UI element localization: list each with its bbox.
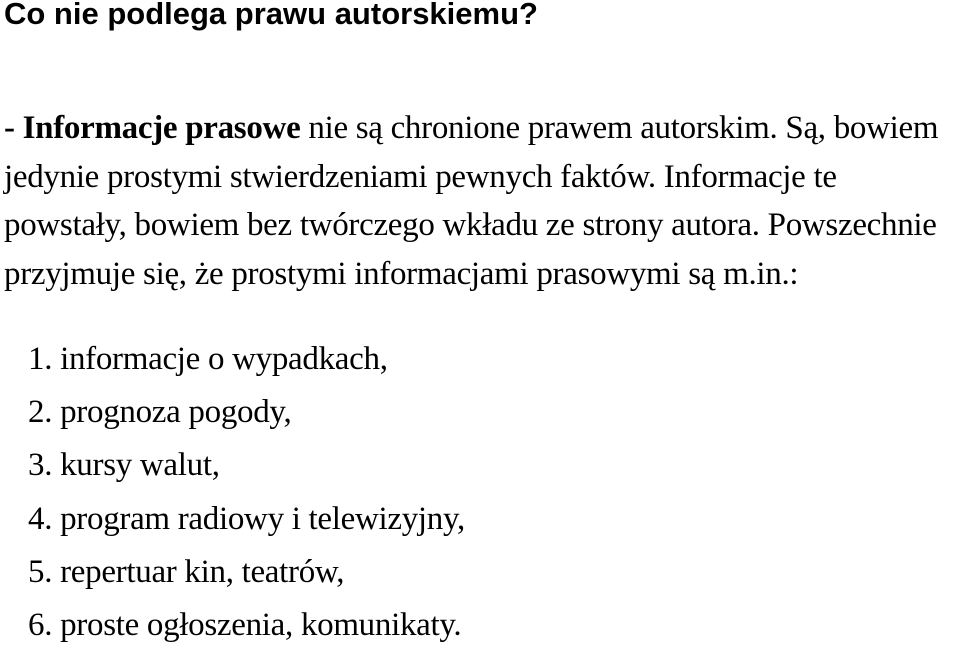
intro-lead-bold: - Informacje prasowe bbox=[4, 110, 301, 146]
list-item: 3. kursy walut, bbox=[28, 447, 220, 484]
list-item: 6. proste ogłoszenia, komunikaty. bbox=[28, 607, 462, 644]
list-item: 1. informacje o wypadkach, bbox=[28, 341, 388, 377]
intro-text: nie są chronione prawem autorskim. Są, bowiem jedynie prostymi stwierdzeniami pewnych faktów. Informacje te powstały, bowiem bez twórczego wkładu ze strony autora. Powszechnie przyjmuje się, że prostymi informacjami prasowymi są m.in.: bbox=[4, 110, 939, 292]
list-item: 4. program radiowy i telewizyjny, bbox=[28, 500, 466, 537]
examples-list bbox=[28, 333, 465, 652]
list-item: 5. repertuar kin, teatrów, bbox=[28, 553, 345, 590]
page-title: Co nie podlega prawu autorskiemu? bbox=[4, 0, 538, 31]
list-item: 2. prognoza pogody, bbox=[28, 394, 292, 431]
intro-paragraph bbox=[4, 104, 959, 298]
